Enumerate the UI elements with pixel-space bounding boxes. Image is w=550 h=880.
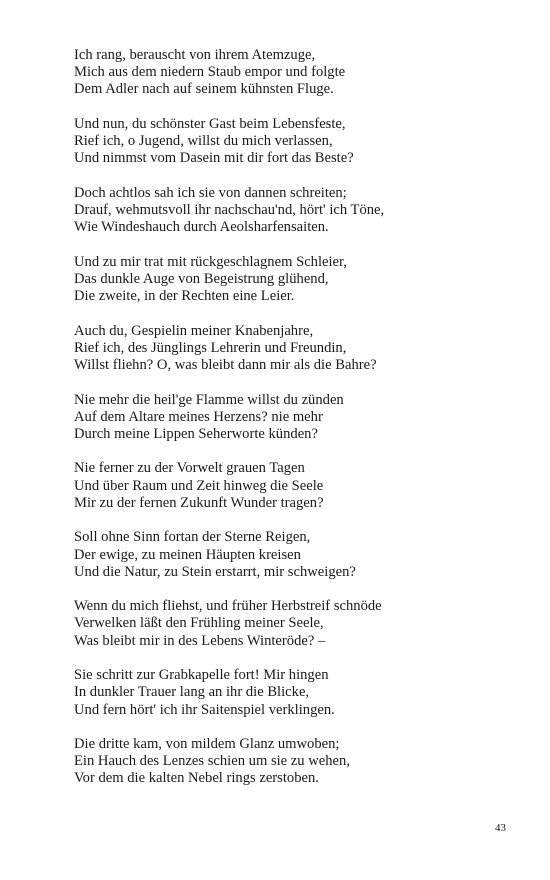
verse-line: Durch meine Lippen Seherworte künden?	[74, 425, 318, 442]
verse-line: In dunkler Trauer lang an ihr die Blicke,	[74, 684, 310, 701]
verse-line: Rief ich, o Jugend, willst du mich verlassen,	[74, 133, 333, 150]
verse-line: Doch achtlos sah ich sie von dannen schreiten;	[74, 184, 347, 201]
verse-line: Das dunkle Auge von Begeistrung glühend,	[74, 270, 329, 287]
verse-line: Ich rang, berauscht von ihrem Atemzuge,	[74, 47, 316, 63]
verse-line: Verwelken läßt den Frühling meiner Seele,	[74, 615, 324, 632]
verse-line: Drauf, wehmutsvoll ihr nachschau'nd, hört' ich Töne,	[74, 202, 385, 219]
verse-line: Und nimmst vom Dasein mit dir fort das Beste?	[74, 150, 354, 167]
verse-line: Der ewige, zu meinen Häupten kreisen	[74, 546, 301, 563]
verse-line: Mich aus dem niedern Staub empor und folgte	[74, 64, 346, 81]
verse-line: Und über Raum und Zeit hinweg die Seele	[74, 477, 324, 494]
page-number: 43	[495, 822, 506, 834]
verse-line: Soll ohne Sinn fortan der Sterne Reigen,	[74, 529, 311, 546]
stanza	[74, 47, 514, 99]
verse-line: Mir zu der fernen Zukunft Wunder tragen?	[74, 494, 324, 511]
verse-line: Die zweite, in der Rechten eine Leier.	[74, 288, 295, 305]
verse-line: Was bleibt mir in des Lebens Winteröde? –	[74, 632, 326, 649]
stanza	[74, 598, 514, 650]
verse-line: Wie Windeshauch durch Aeolsharfensaiten.	[74, 219, 329, 236]
verse-line: Rief ich, des Jünglings Lehrerin und Freundin,	[74, 339, 347, 356]
verse-line: Ein Hauch des Lenzes schien um sie zu wehen,	[74, 753, 350, 770]
verse-line: Vor dem die kalten Nebel rings zerstoben.	[74, 770, 319, 787]
verse-line: Und zu mir trat mit rückgeschlagnem Schleier,	[74, 253, 347, 270]
stanza	[74, 254, 514, 306]
stanza	[74, 460, 514, 512]
verse-line: Sie schritt zur Grabkapelle fort! Mir hingen	[74, 667, 329, 684]
verse-line: Nie ferner zu der Vorwelt grauen Tagen	[74, 460, 305, 477]
stanza	[74, 529, 514, 581]
verse-line: Auf dem Altare meines Herzens? nie mehr	[74, 408, 323, 425]
verse-line: Wenn du mich fliehst, und früher Herbstreif schnöde	[74, 598, 382, 615]
stanza	[74, 667, 514, 719]
stanza	[74, 392, 514, 444]
stanza	[74, 185, 514, 237]
verse-line: Dem Adler nach auf seinem kühnsten Fluge.	[74, 81, 334, 98]
verse-line: Und fern hört' ich ihr Saitenspiel verklingen.	[74, 701, 335, 718]
verse-line: Nie mehr die heil'ge Flamme willst du zünden	[74, 391, 344, 408]
verse-line: Und die Natur, zu Stein erstarrt, mir schweigen?	[74, 563, 356, 580]
verse-line: Die dritte kam, von mildem Glanz umwoben;	[74, 736, 340, 753]
verse-line: Auch du, Gespielin meiner Knabenjahre,	[74, 322, 314, 339]
stanza	[74, 736, 514, 788]
stanza	[74, 323, 514, 375]
verse-line: Willst fliehn? O, was bleibt dann mir als die Bahre?	[74, 357, 377, 374]
verse-line: Und nun, du schönster Gast beim Lebensfeste,	[74, 115, 346, 132]
poem-body	[74, 47, 514, 788]
stanza	[74, 116, 514, 168]
